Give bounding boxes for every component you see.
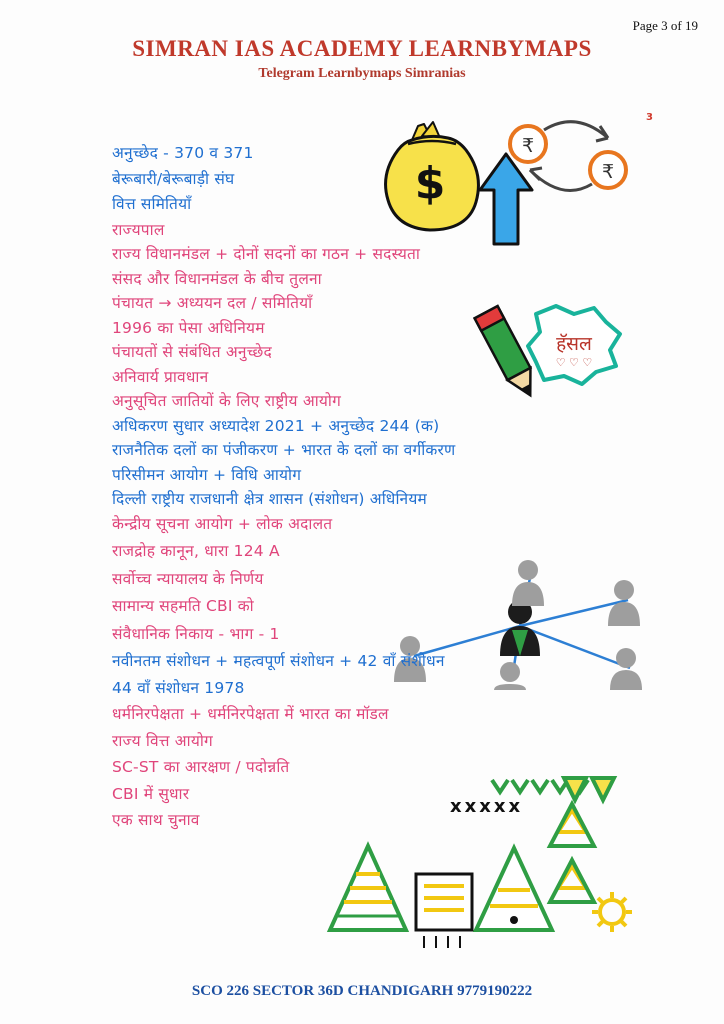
note-line: अधिकरण सुधार अध्यादेश 2021 + अनुच्छेद 244 (क) xyxy=(112,416,440,435)
note-line: संवैधानिक निकाय - भाग - 1 xyxy=(112,624,280,643)
svg-text:$: $ xyxy=(414,158,446,209)
note-line: CBI में सुधार xyxy=(112,784,190,803)
note-line: पंचायतों से संबंधित अनुच्छेद xyxy=(112,343,272,361)
note-line: राज्यपाल xyxy=(112,220,165,239)
note-line: सर्वोच्च न्यायालय के निर्णय xyxy=(112,569,264,588)
note-line: 44 वाँ संशोधन 1978 xyxy=(112,678,245,697)
note-line: दिल्ली राष्ट्रीय राजधानी क्षेत्र शासन (संशोधन) अधिनियम xyxy=(112,490,427,508)
note-line: बेरूबारी/बेरूबाड़ी संघ xyxy=(112,169,235,188)
tribal-x-row: xxxxx xyxy=(450,796,524,817)
handwritten-notes xyxy=(112,144,615,840)
note-line: वित्त समितियाँ xyxy=(112,195,192,213)
svg-text:♡ ♡ ♡: ♡ ♡ ♡ xyxy=(555,356,593,369)
notes-group-5 xyxy=(112,654,612,696)
hustle-label: हॅसल xyxy=(556,333,592,355)
note-line: SC-ST का आरक्षण / पदोन्नति xyxy=(112,758,290,776)
page-number: Page 3 of 19 xyxy=(632,18,698,33)
note-line: नवीनतम संशोधन + महत्वपूर्ण संशोधन + 42 वाँ संशोधन xyxy=(112,652,445,670)
note-line: अनिवार्य प्रावधान xyxy=(112,367,209,386)
note-line: राज्य विधानमंडल + दोनों सदनों का गठन + सदस्यता xyxy=(112,245,421,263)
note-line: धर्मनिरपेक्षता + धर्मनिरपेक्षता में भारत का मॉडल xyxy=(112,705,389,723)
note-line: परिसीमन आयोग + विधि आयोग xyxy=(112,465,302,484)
svg-text:₹: ₹ xyxy=(601,161,615,183)
page-footer: SCO 226 SECTOR 36D CHANDIGARH 9779190222 xyxy=(191,983,533,999)
svg-text:₹: ₹ xyxy=(521,135,535,157)
note-line: केन्द्रीय सूचना आयोग + लोक अदालत xyxy=(112,514,333,533)
notes-group-2 xyxy=(112,220,612,410)
notes-group-3 xyxy=(112,416,612,508)
note-line: राजनैतिक दलों का पंजीकरण + भारत के दलों का वर्गीकरण xyxy=(112,441,456,459)
page-title: SIMRAN IAS ACADEMY LEARNBYMAPS xyxy=(132,36,592,61)
notes-group-6 xyxy=(112,707,612,829)
note-line: 1996 का पेसा अधिनियम xyxy=(112,318,265,337)
page-subtitle: Telegram Learnbymaps Simranias xyxy=(258,66,466,81)
notes-group-4 xyxy=(112,514,612,643)
note-line: अनुसूचित जातियों के लिए राष्ट्रीय आयोग xyxy=(112,392,342,410)
note-line: अनुच्छेद - 370 व 371 xyxy=(112,144,254,162)
note-line: संसद और विधानमंडल के बीच तुलना xyxy=(112,269,322,288)
note-line: राज्य वित्त आयोग xyxy=(112,731,213,750)
notes-group-1 xyxy=(112,144,615,213)
note-line: एक साथ चुनाव xyxy=(112,811,200,829)
note-line: पंचायत → अध्ययन दल / समितियाँ xyxy=(112,294,313,312)
note-line: सामान्य सहमति CBI को xyxy=(112,597,254,615)
note-line: राजद्रोह कानून, धारा 124 A xyxy=(112,542,280,560)
marker-number: 3 xyxy=(646,112,653,123)
